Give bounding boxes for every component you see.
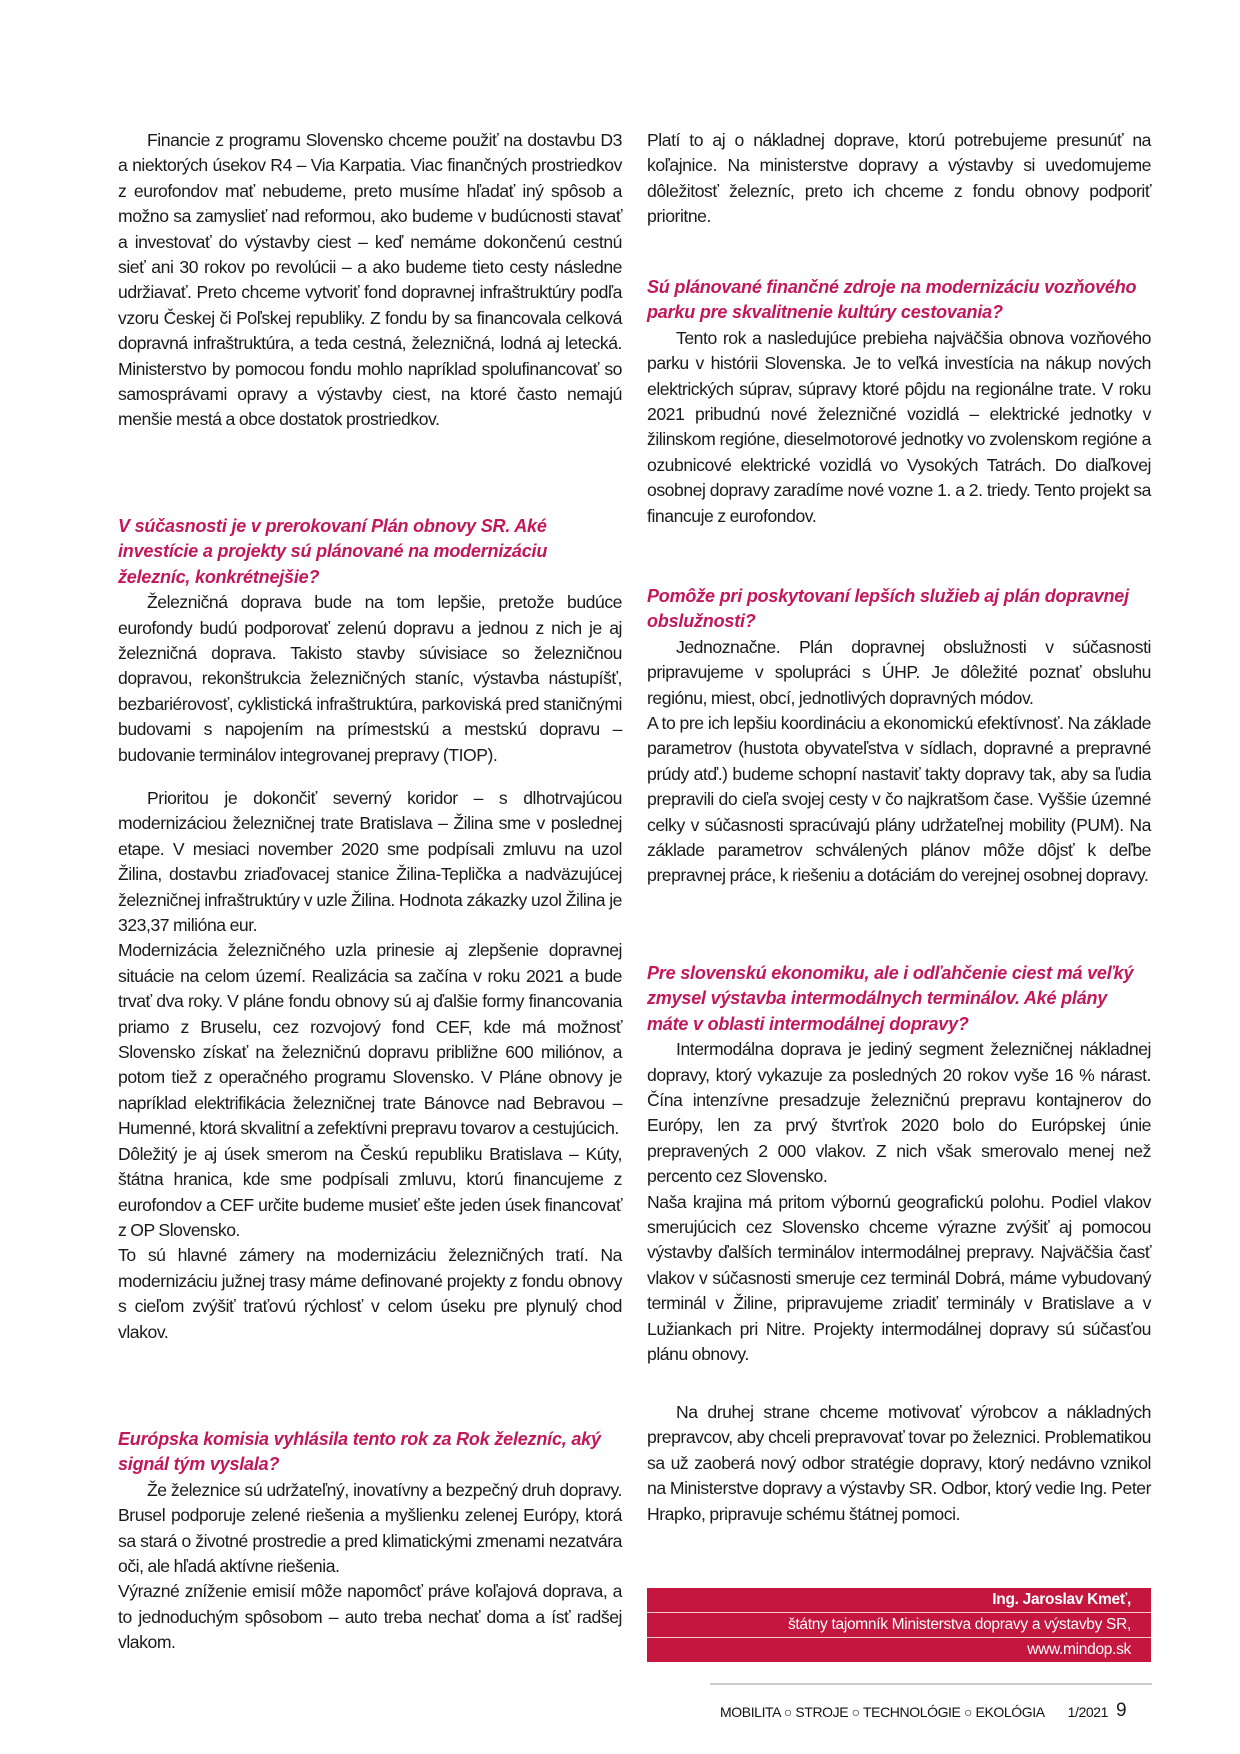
body-paragraph: Dôležitý je aj úsek smerom na Českú republiku Bratislava – Kúty, štátna hranica, kde sme podpísali zmluvu, ktorú financujeme z eurofondov a CEF určite budeme musieť ešte jeden úsek financovať z OP Slovensko. <box>118 1143 622 1240</box>
article-section <box>647 128 1151 230</box>
footer-sections: MOBILITA ○ STROJE ○ TECHNOLÓGIE ○ EKOLÓGIA <box>720 1704 1045 1720</box>
body-paragraph: Tento rok a nasledujúce prebieha najväčšia obnova vozňového parku v histórii Slovenska. Je to veľká investícia na nákup nových elektrických súprav, súpravy ktoré pôjdu na regionálne trate. V roku 2021 pribudnú nové železničné vozidlá – elektrické jednotky v žilinskom regióne, dieselmotorové jednotky vo zvolenskom regióne a ozubnicové elektrické vozidlá vo Vysokých Tatrách. Do diaľkovej osobnej dopravy zaradíme nové vozne 1. a 2. triedy. Tento projekt sa financuje z eurofondov. <box>647 327 1151 526</box>
question-heading: V súčasnosti je v prerokovaní Plán obnovy SR. Aké investície a projekty sú plánované na modernizáciu železníc, konkrétnejšie? <box>118 516 548 587</box>
author-name: Ing. Jaroslav Kmeť, <box>647 1588 1151 1613</box>
body-paragraph: Platí to aj o nákladnej doprave, ktorú potrebujeme presunúť na koľajnice. Na ministerstve dopravy a výstavby si uvedomujeme dôležitosť železníc, preto ich chceme z fondu obnovy podporiť prioritne. <box>647 130 1151 227</box>
page-number: 9 <box>1116 1700 1127 1721</box>
body-paragraph: Financie z programu Slovensko chceme použiť na dostavbu D3 a niektorých úsekov R4 – Via Karpatia. Viac finančných prostriedkov z eurofondov mať nebudeme, preto musíme hľadať iný spôsob a možno sa zamyslieť nad reformou, ako budeme v budúcnosti stavať a investovať do výstavby ciest – keď nemáme dokončenú cestnú sieť ani 30 rokov po revolúcii – a ako budeme tieto cesty následne udržiavať. Preto chceme vytvoriť fond dopravnej infraštruktúry podľa vzoru Českej či Poľskej republiky. Z fondu by sa financovala celková dopravná infraštruktúra, a teda cestná, železničná, lodná aj letecká. Ministerstvo by pomocou fondu mohlo napríklad spolufinancovať so samosprávami opravy a výstavby ciest, na ktoré často nemajú menšie mestá a obce dostatok prostriedkov. <box>118 130 622 430</box>
author-signature-box <box>647 1588 1151 1662</box>
body-paragraph: Intermodálna doprava je jediný segment železničnej nákladnej dopravy, ktorý vykazuje za posledných 20 rokov vyše 16 % nárast. Čína intenzívne presadzuje železničnú prepravu kontajnerov do Európy, len za prvý štvrťrok 2020 bolo do Európskej únie prepravených 2 000 vlakov. Z nich však smerovalo menej než percento cez Slovensko. <box>647 1039 1151 1187</box>
article-section <box>647 275 1151 529</box>
article-section <box>118 786 622 1345</box>
question-heading: Európska komisia vyhlásila tento rok za Rok železníc, aký signál tým vyslala? <box>118 1429 601 1475</box>
body-paragraph: Na druhej strane chceme motivovať výrobcov a nákladných prepravcov, aby chceli prepravovať tovar po železnici. Problematikou sa už zaoberá nový odbor stratégie dopravy, ktorý nedávno vznikol na Ministerstve dopravy a výstavby SR. Odbor, ktorý vedie Ing. Peter Hrapko, pripravuje schému štátnej pomoci. <box>647 1402 1151 1524</box>
question-heading: Pomôže pri poskytovaní lepších služieb aj plán dopravnej obslužnosti? <box>647 586 1129 632</box>
body-paragraph: Jednoznačne. Plán dopravnej obslužnosti v súčasnosti pripravujeme v spolupráci s ÚHP. Je dôležité poznať obsluhu regiónu, miest, obcí, jednotlivých dopravných módov. <box>647 636 1151 708</box>
body-paragraph: Naša krajina má pritom výbornú geografickú polohu. Podiel vlakov smerujúcich cez Slovensko chceme výrazne zvýšiť aj pomocou výstavby ďalších terminálov intermodálnej prepravy. Najväčšia časť vlakov v súčasnosti smeruje cez terminál Dobrá, máme vybudovaný terminál v Žiline, pripravujeme zriadiť terminály v Bratislave a v Lužiankach pri Nitre. Projekty intermodálnej dopravy sú súčasťou plánu obnovy. <box>647 1191 1151 1365</box>
footer-issue: 1/2021 <box>1067 1704 1108 1720</box>
article-section <box>118 128 622 433</box>
question-heading: Sú plánované finančné zdroje na modernizáciu vozňového parku pre skvalitnenie kultúry cestovania? <box>647 277 1137 323</box>
body-paragraph: Výrazné zníženie emisií môže napomôcť práve koľajová doprava, a to jednoduchým spôsobom – auto treba nechať doma a ísť radšej vlakom. <box>118 1581 622 1653</box>
question-heading: Pre slovenskú ekonomiku, ale i odľahčenie ciest má veľký zmysel výstavba intermodálnych terminálov. Aké plány máte v oblasti intermodálnej dopravy? <box>647 963 1134 1034</box>
article-section <box>647 584 1151 889</box>
body-paragraph: Modernizácia železničného uzla prinesie aj zlepšenie dopravnej situácie na celom území. Realizácia sa začína v roku 2021 a bude trvať dva roky. V pláne fondu obnovy sú aj ďalšie formy financovania priamo z Bruselu, cez rozvojový fond CEF, kde má možnosť Slovensko získať na železničnú dopravu približne 600 miliónov, a potom tiež z operačného programu Slovensko. V Pláne obnovy je napríklad elektrifikácia železničnej trate Bánovce nad Bebravou – Humenné, ktorá skvalitní a zefektívni prepravu tovarov a cestujúcich. <box>118 940 622 1139</box>
body-paragraph: Železničná doprava bude na tom lepšie, pretože budúce eurofondy budú podporovať zelenú dopravu a jednou z nich je aj železničná doprava. Takisto stavby súvisiace so železničnou dopravou, rekonštrukcia železničných staníc, výstavba nástupíšť, bezbariérovosť, cyklistická infraštruktúra, parkoviská pred staničnými budovami s napojením na prímestskú a mestskú dopravu – budovanie terminálov integrovanej prepravy (TIOP). <box>118 592 622 765</box>
footer-divider <box>710 1683 1152 1685</box>
article-section <box>118 1427 622 1656</box>
article-section <box>647 1400 1151 1527</box>
body-paragraph: To sú hlavné zámery na modernizáciu železničných tratí. Na modernizáciu južnej trasy máme definované projekty z fondu obnovy s cieľom zvýšiť traťovú rýchlosť v celom úseku pre plynulý chod vlakov. <box>118 1245 622 1342</box>
body-paragraph: Že železnice sú udržateľný, inovatívny a bezpečný druh dopravy. Brusel podporuje zelené riešenia a myšlienku zelenej Európy, ktorá sa stará o životné prostredie a pred klimatickými zmenami nezatvára oči, ale hľadá aktívne riešenia. <box>118 1479 622 1577</box>
article-section <box>118 514 622 768</box>
author-role: štátny tajomník Ministerstva dopravy a výstavby SR, <box>647 1613 1151 1638</box>
article-section <box>647 961 1151 1368</box>
body-paragraph: A to pre ich lepšiu koordináciu a ekonomickú efektívnosť. Na základe parametrov (hustota obyvateľstva v sídlach, dopravné a prepravné prúdy atď.) budeme schopní nastaviť takty dopravy tak, aby sa ľudia prepravili do cieľa svojej cesty v čo najkratšom čase. Vyššie územné celky v súčasnosti spracúvajú plány udržateľnej mobility (PUM). Na základe parametrov schválených plánov môže dôjsť k deľbe prepravnej práce, k riešeniu a dotáciám do verejnej osobnej dopravy. <box>647 713 1151 886</box>
author-website: www.mindop.sk <box>1027 1641 1131 1658</box>
body-paragraph: Prioritou je dokončiť severný koridor – s dlhotrvajúcou modernizáciou železničnej trate Bratislava – Žilina sme v poslednej etape. V mesiaci november 2020 sme podpísali zmluvu na uzol Žilina, dostavbu zriaďovacej stanice Žilina-Teplička a nadväzujúcej železničnej infraštruktúry v uzle Žilina. Hodnota zákazky uzol Žilina je 323,37 milióna eur. <box>118 788 622 936</box>
